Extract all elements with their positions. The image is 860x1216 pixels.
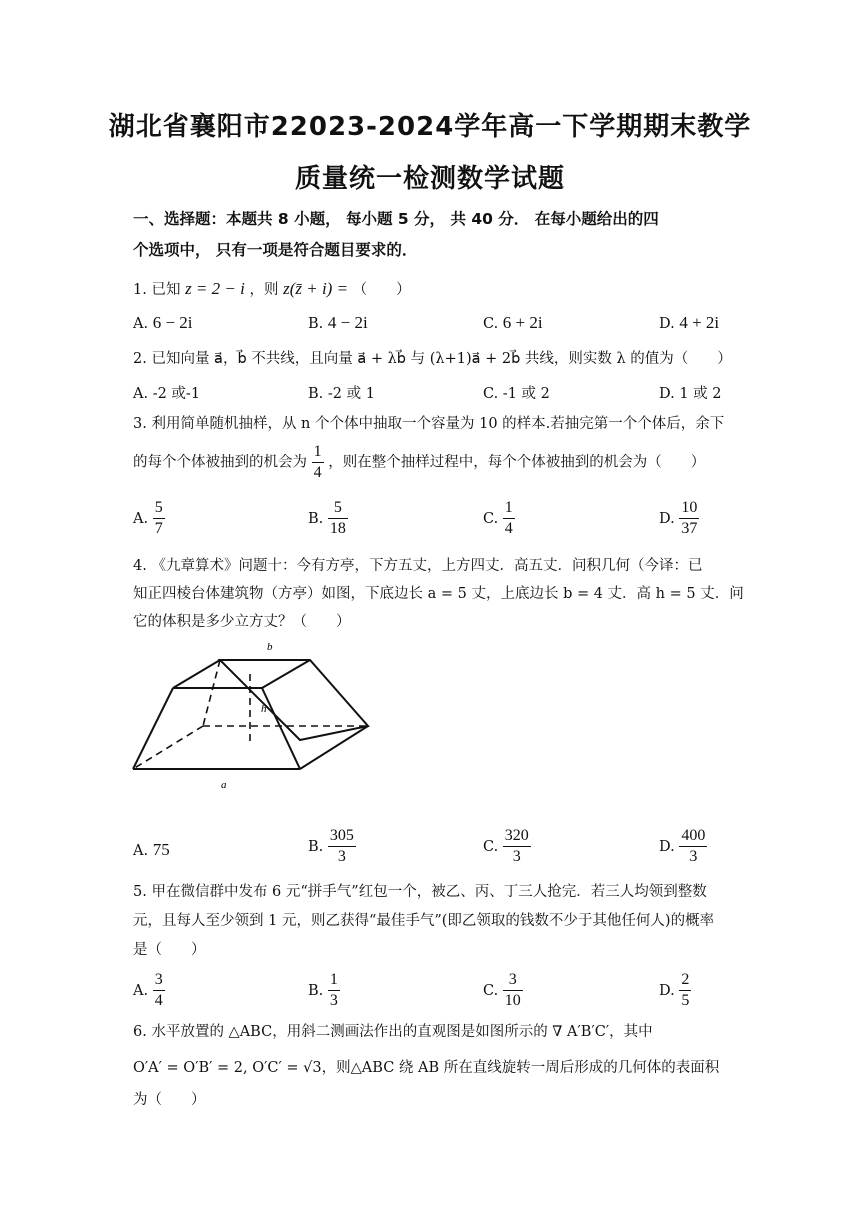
question-1: [133, 278, 411, 299]
q4-option-c[interactable]: [483, 826, 531, 867]
q4-option-a[interactable]: [133, 840, 170, 860]
q3-option-b[interactable]: [308, 498, 348, 539]
option-text: 6 + 2i: [502, 313, 543, 332]
question-3-line1: 3. 利用简单随机抽样，从 n 个个体中抽取一个容量为 10 的样本.若抽完第一个个体后，余下: [133, 416, 725, 432]
fraction-numerator: 5: [328, 498, 348, 519]
fraction-denominator: 3: [512, 848, 521, 865]
fraction-denominator: 4: [313, 464, 322, 481]
fraction-denominator: 37: [681, 520, 698, 537]
fraction-numerator: 1: [328, 970, 340, 991]
fraction-numerator: 400: [679, 826, 707, 847]
option-label: C.: [483, 510, 499, 527]
fraction-denominator: 5: [681, 992, 690, 1009]
option-label: D.: [659, 510, 675, 527]
fraction-denominator: 4: [504, 520, 513, 537]
option-text: -2 或 1: [327, 386, 375, 402]
page-title-line2: 质量统一检测数学试题: [294, 164, 565, 194]
option-label: B.: [308, 982, 324, 999]
q1-mid: ，则: [249, 282, 279, 298]
q2-option-c[interactable]: [483, 382, 550, 403]
option-fraction: [328, 498, 348, 539]
frustum-hidden-lateral-edge: [203, 660, 220, 726]
section-heading: [133, 204, 733, 266]
frustum-front-lateral-edge: [262, 688, 300, 769]
question-6-line1: 6. 水平放置的 △ABC，用斜二测画法作出的直观图是如图所示的 ∇ A′B′C′，其中: [133, 1024, 653, 1040]
frustum-top-right-edge: [262, 660, 310, 688]
q4-option-d[interactable]: [659, 826, 707, 867]
option-label: A.: [133, 386, 149, 402]
fraction-denominator: 3: [689, 848, 698, 865]
frustum-right-face: [220, 660, 368, 740]
fraction-numerator: 3: [153, 970, 165, 991]
q2-option-a[interactable]: [133, 382, 200, 403]
option-label: B.: [308, 838, 324, 855]
fraction-numerator: 320: [503, 826, 531, 847]
q1-suffix: （ ）: [352, 282, 411, 298]
option-label: B.: [308, 510, 324, 527]
q1-option-b[interactable]: [308, 313, 368, 333]
option-label: C.: [483, 838, 499, 855]
question-2: 2. 已知向量 a⃗，b⃗ 不共线，且向量 a⃗ + λb⃗ 与 (λ+1)a⃗ + 2b⃗ 共线，则实数 λ 的值为（ ）: [133, 351, 732, 367]
fraction-numerator: 3: [503, 970, 523, 991]
option-label: C.: [483, 386, 499, 402]
option-label: B.: [308, 316, 324, 332]
option-fraction: [679, 826, 707, 867]
question-6-line2: O′A′ = O′B′ = 2, O′C′ = √3，则△ABC 绕 AB 所在直线旋转一周后形成的几何体的表面积: [133, 1060, 720, 1076]
question-5-line2: 元，且每人至少领到 1 元，则乙获得“最佳手气”(即乙领取的钱数不少于其他任何人)的概率: [133, 913, 715, 929]
fraction-denominator: 10: [504, 992, 521, 1009]
fraction-denominator: 3: [337, 848, 346, 865]
fraction-denominator: 4: [154, 992, 163, 1009]
question-5-line3: 是（ ）: [133, 942, 206, 958]
option-label: C.: [483, 982, 499, 999]
q3-option-c[interactable]: [483, 498, 515, 539]
option-text: 4 + 2i: [679, 313, 720, 332]
question-4-line2: 知正四棱台体建筑物（方亭）如图，下底边长 a = 5 丈，上底边长 b = 4 丈．高 h = 5 丈．问: [133, 586, 744, 602]
frustum-top-left-edge: [173, 660, 220, 688]
frustum-figure: [125, 636, 380, 796]
question-3-line2: [133, 442, 705, 483]
fraction-numerator: 305: [328, 826, 356, 847]
option-text: -1 或 2: [502, 386, 550, 402]
fraction-denominator: 7: [154, 520, 163, 537]
fraction-numerator: 5: [153, 498, 165, 519]
question-4-line3: 它的体积是多少立方丈？（ ）: [133, 614, 351, 630]
option-fraction: [679, 970, 691, 1011]
fraction-numerator: 10: [679, 498, 699, 519]
option-fraction: [153, 970, 165, 1011]
label-h: h: [261, 703, 267, 715]
q5-option-d[interactable]: [659, 970, 691, 1011]
question-4-line1: 4. 《九章算术》问题十：今有方亭，下方五丈，上方四丈．高五丈．问积几何（今译：已: [133, 558, 703, 574]
q1-option-a[interactable]: [133, 313, 193, 333]
option-fraction: [679, 498, 699, 539]
section-heading-line2: 个选项中， 只有一项是符合题目要求的．: [133, 241, 418, 259]
section-heading-line1: 一、选择题：本题共 8 小题， 每小题 5 分， 共 40 分． 在每小题给出的四: [133, 210, 659, 228]
option-text: 75: [152, 840, 170, 859]
q1-option-c[interactable]: [483, 313, 543, 333]
q3-option-d[interactable]: [659, 498, 699, 539]
option-fraction: [328, 970, 340, 1011]
q3-line2-prefix: 的每个个体被抽到的机会为: [133, 454, 307, 471]
option-label: C.: [483, 316, 499, 332]
frustum-left-lateral-edge: [133, 688, 173, 769]
option-label: A.: [133, 843, 149, 859]
fraction-numerator: 1: [312, 442, 324, 463]
option-label: A.: [133, 316, 149, 332]
q5-option-a[interactable]: [133, 970, 165, 1011]
option-fraction: [328, 826, 356, 867]
option-label: D.: [659, 316, 675, 332]
q3-option-a[interactable]: [133, 498, 165, 539]
option-text: 1 或 2: [679, 386, 722, 402]
option-label: A.: [133, 982, 149, 999]
option-fraction: [503, 826, 531, 867]
q5-option-b[interactable]: [308, 970, 340, 1011]
option-label: A.: [133, 510, 149, 527]
question-6-line3: 为（ ）: [133, 1092, 206, 1108]
option-text: 4 − 2i: [327, 313, 368, 332]
q5-option-c[interactable]: [483, 970, 523, 1011]
q1-expr1: z = 2 − i: [185, 279, 245, 298]
fraction-denominator: 3: [329, 992, 338, 1009]
label-a: a: [221, 779, 227, 791]
option-fraction: [503, 970, 523, 1011]
option-fraction: [503, 498, 515, 539]
q3-fraction: [312, 442, 324, 483]
fraction-denominator: 18: [329, 520, 346, 537]
q2-option-b[interactable]: [308, 382, 375, 403]
label-b: b: [267, 641, 273, 653]
option-text: 6 − 2i: [152, 313, 193, 332]
option-text: -2 或-1: [152, 386, 201, 402]
q4-option-b[interactable]: [308, 826, 356, 867]
page-title-line1: 湖北省襄阳市22023-2024学年高一下学期期末教学: [108, 112, 752, 142]
option-label: D.: [659, 386, 675, 402]
option-label: D.: [659, 982, 675, 999]
fraction-numerator: 2: [679, 970, 691, 991]
q1-expr2: z(z̄ + i) =: [283, 279, 349, 298]
option-fraction: [153, 498, 165, 539]
fraction-numerator: 1: [503, 498, 515, 519]
option-label: B.: [308, 386, 324, 402]
q2-option-d[interactable]: [659, 382, 722, 403]
q1-prefix: 1. 已知: [133, 282, 181, 298]
option-label: D.: [659, 838, 675, 855]
question-5-line1: 5. 甲在微信群中发布 6 元“拼手气”红包一个，被乙、丙、丁三人抢完．若三人均领到整数: [133, 884, 707, 900]
q1-option-d[interactable]: [659, 313, 719, 333]
q3-line2-suffix: ，则在整个抽样过程中，每个个体被抽到的机会为（ ）: [328, 454, 706, 471]
